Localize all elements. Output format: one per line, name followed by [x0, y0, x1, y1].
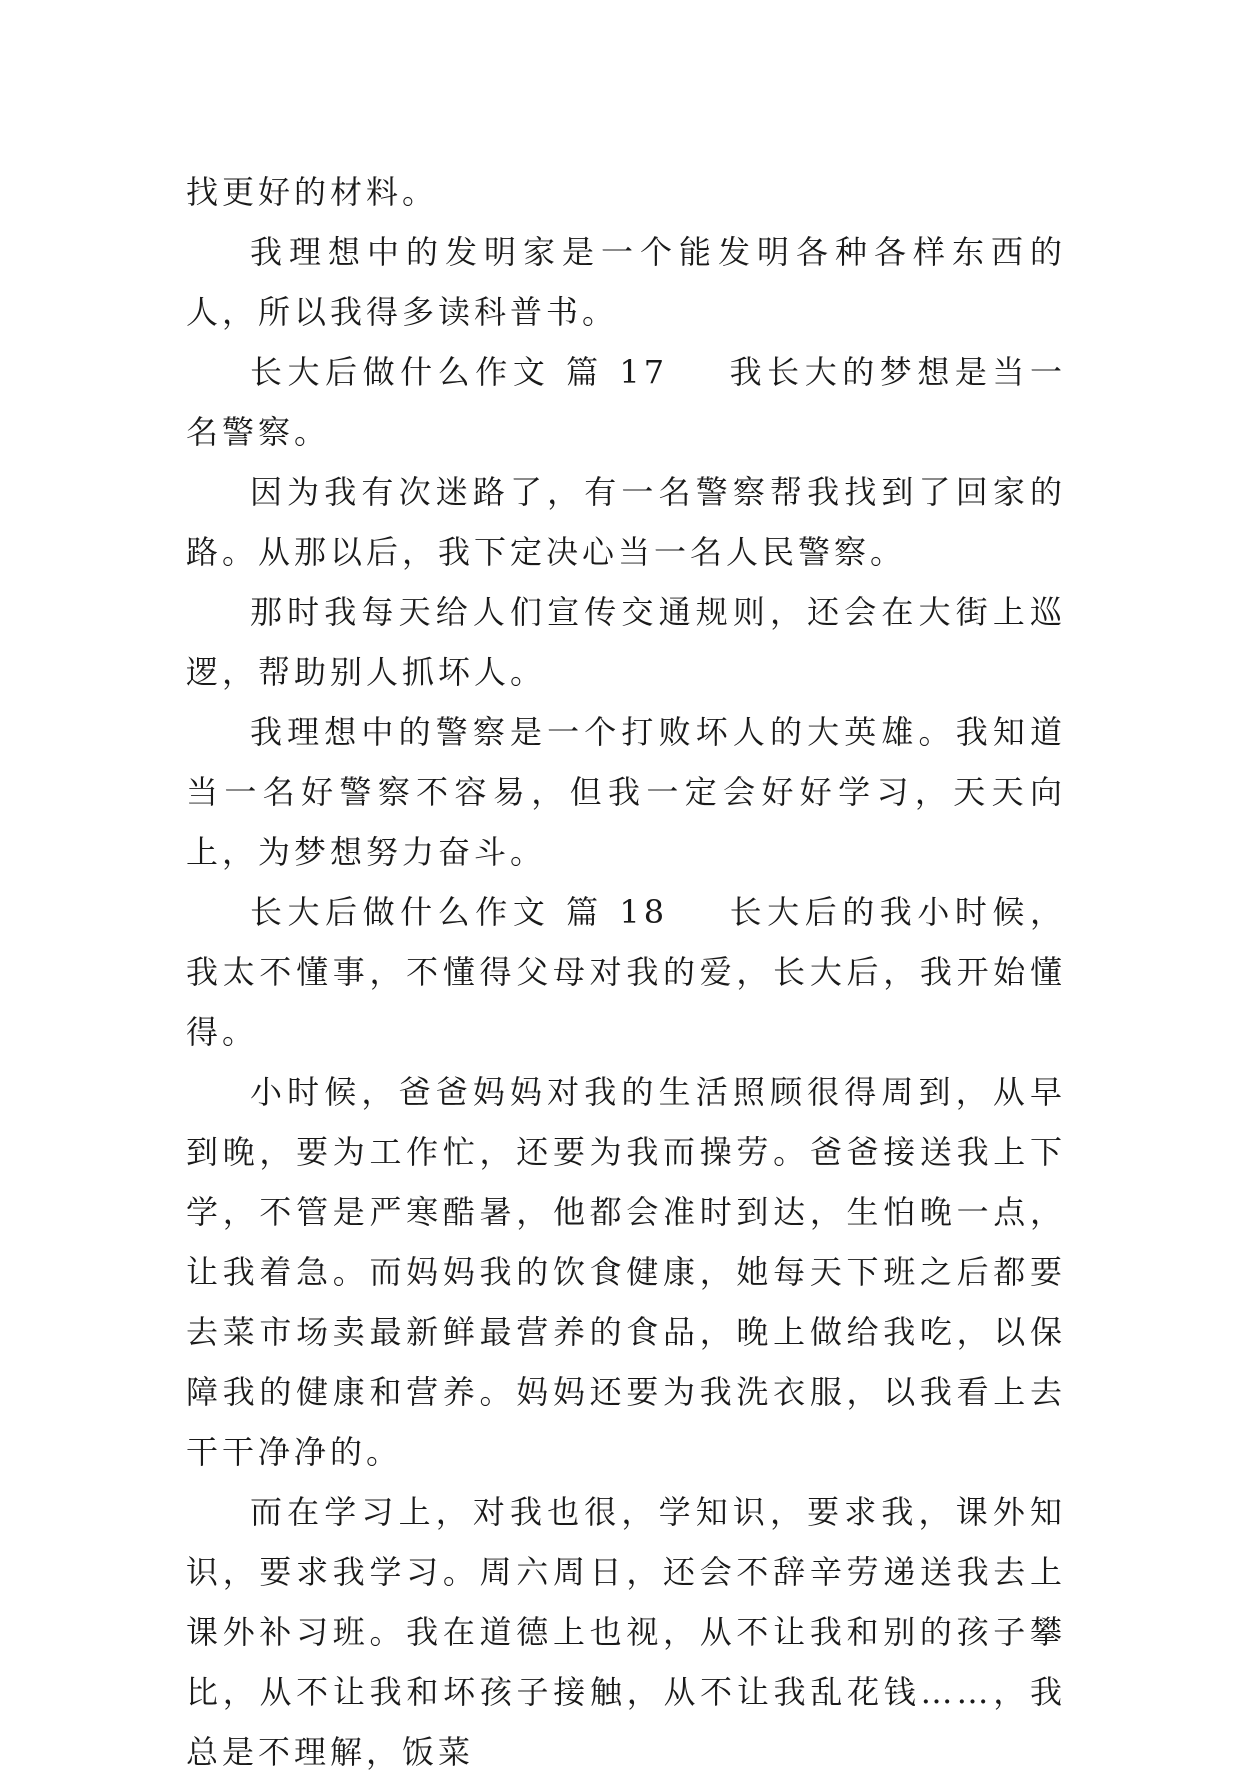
- paragraph-section-17: [186, 342, 1066, 462]
- paragraph-traffic: 那时我每天给人们宣传交通规则，还会在大街上巡逻，帮助别人抓坏人。: [186, 593, 1066, 691]
- paragraph-hero: 我理想中的警察是一个打败坏人的大英雄。我知道当一名好警察不容易，但我一定会好好学习，天天向上，为梦想努力奋斗。: [186, 713, 1066, 871]
- document-body: [186, 162, 1066, 1782]
- paragraph-childhood: 小时候，爸爸妈妈对我的生活照顾很得周到，从早到晚，要为工作忙，还要为我而操劳。爸爸接送我上下学，不管是严寒酷暑，他都会准时到达，生怕晚一点，让我着急。而妈妈我的饮食健康，她每天下班之后都要去菜市场卖最新鲜最营养的食品，晚上做给我吃，以保障我的健康和营养。妈妈还要为我洗衣服，以我看上去干干净净的。: [186, 1073, 1066, 1471]
- section-17-title: 长大后做什么作文 篇 17: [250, 353, 669, 391]
- section-18-title: 长大后做什么作文 篇 18: [250, 893, 669, 931]
- paragraph-study: 而在学习上，对我也很，学知识，要求我，课外知识，要求我学习。周六周日，还会不辞辛劳递送我去上课外补习班。我在道德上也视，从不让我和别的孩子攀比，从不让我和坏孩子接触，从不让我乱花钱……，我总是不理解，饭菜: [186, 1493, 1066, 1771]
- section-17-first-line: 我长大的梦想是当一名警察。: [186, 353, 1066, 451]
- section-18-first-line: 长大后的我小时候，我太不懂事，不懂得父母对我的爱，长大后，我开始懂得。: [186, 893, 1066, 1051]
- paragraph-lost: 因为我有次迷路了，有一名警察帮我找到了回家的路。从那以后，我下定决心当一名人民警察。: [186, 473, 1066, 571]
- paragraph-continuation: 找更好的材料。: [186, 173, 439, 211]
- paragraph-inventor: 我理想中的发明家是一个能发明各种各样东西的人，所以我得多读科普书。: [186, 233, 1066, 331]
- paragraph-section-18: [186, 882, 1066, 1062]
